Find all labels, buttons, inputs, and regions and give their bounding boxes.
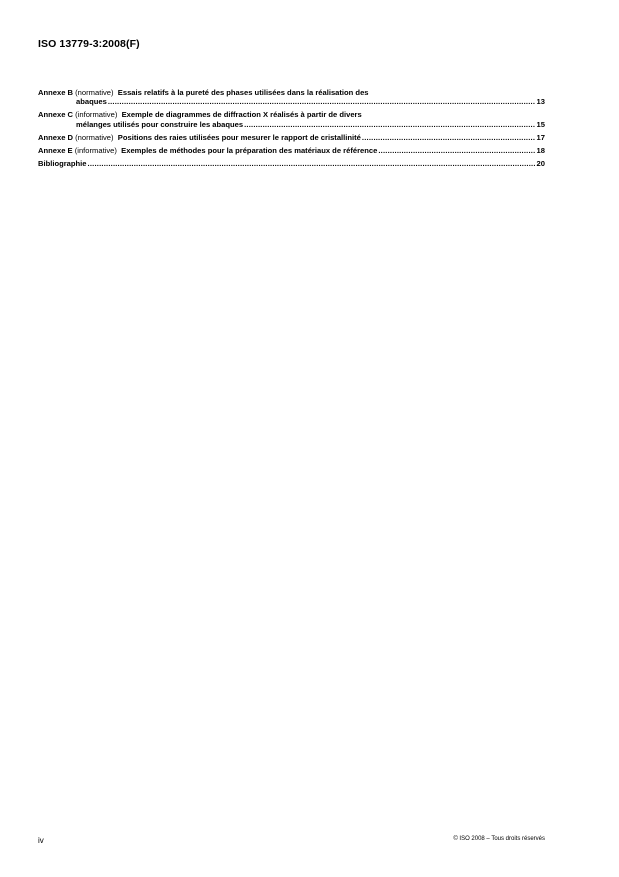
toc-entry-annexe-d[interactable] xyxy=(38,133,545,142)
annex-title: Positions des raies utilisées pour mesurer le rapport de cristallinité xyxy=(117,132,361,142)
bibliography-title: Bibliographie xyxy=(38,158,87,168)
footer-page-number: iv xyxy=(38,836,44,845)
page-number: 13 xyxy=(536,97,545,107)
annex-label: Annexe B xyxy=(38,88,74,97)
dot-leader xyxy=(362,133,535,142)
footer-copyright: © ISO 2008 – Tous droits réservés xyxy=(453,836,545,842)
annex-title: Essais relatifs à la pureté des phases utilisées dans la réalisation des xyxy=(117,88,369,97)
page-number: 15 xyxy=(536,119,545,129)
annex-label: Annexe C xyxy=(38,110,74,120)
dot-leader xyxy=(88,159,535,168)
toc-entry-bibliographie[interactable] xyxy=(38,159,545,168)
annex-title: Exemple de diagrammes de diffraction X réalisés à partir de divers xyxy=(121,110,362,120)
annex-label: Annexe D xyxy=(38,132,74,142)
table-of-contents xyxy=(38,88,545,172)
annex-status: (informative) xyxy=(74,145,117,155)
annex-status: (informative) xyxy=(75,110,118,120)
page-number: 18 xyxy=(536,145,545,155)
annex-title-continued: abaques xyxy=(76,97,107,107)
toc-entry-annexe-e[interactable] xyxy=(38,146,545,155)
page-number: 17 xyxy=(536,132,545,142)
toc-entry-annexe-b[interactable] xyxy=(38,88,545,107)
annex-title-continued: mélanges utilisés pour construire les abaques xyxy=(76,119,244,129)
dot-leader xyxy=(378,146,535,155)
annex-status: (normative) xyxy=(75,88,114,97)
dot-leader xyxy=(244,120,535,129)
dot-leader xyxy=(108,97,535,106)
document-id: ISO 13779-3:2008(F) xyxy=(38,38,140,50)
annex-status: (normative) xyxy=(75,132,114,142)
toc-entry-annexe-c[interactable] xyxy=(38,110,545,129)
page-number: 20 xyxy=(536,158,545,168)
annex-label: Annexe E xyxy=(38,145,73,155)
annex-title: Exemples de méthodes pour la préparation des matériaux de référence xyxy=(121,145,378,155)
